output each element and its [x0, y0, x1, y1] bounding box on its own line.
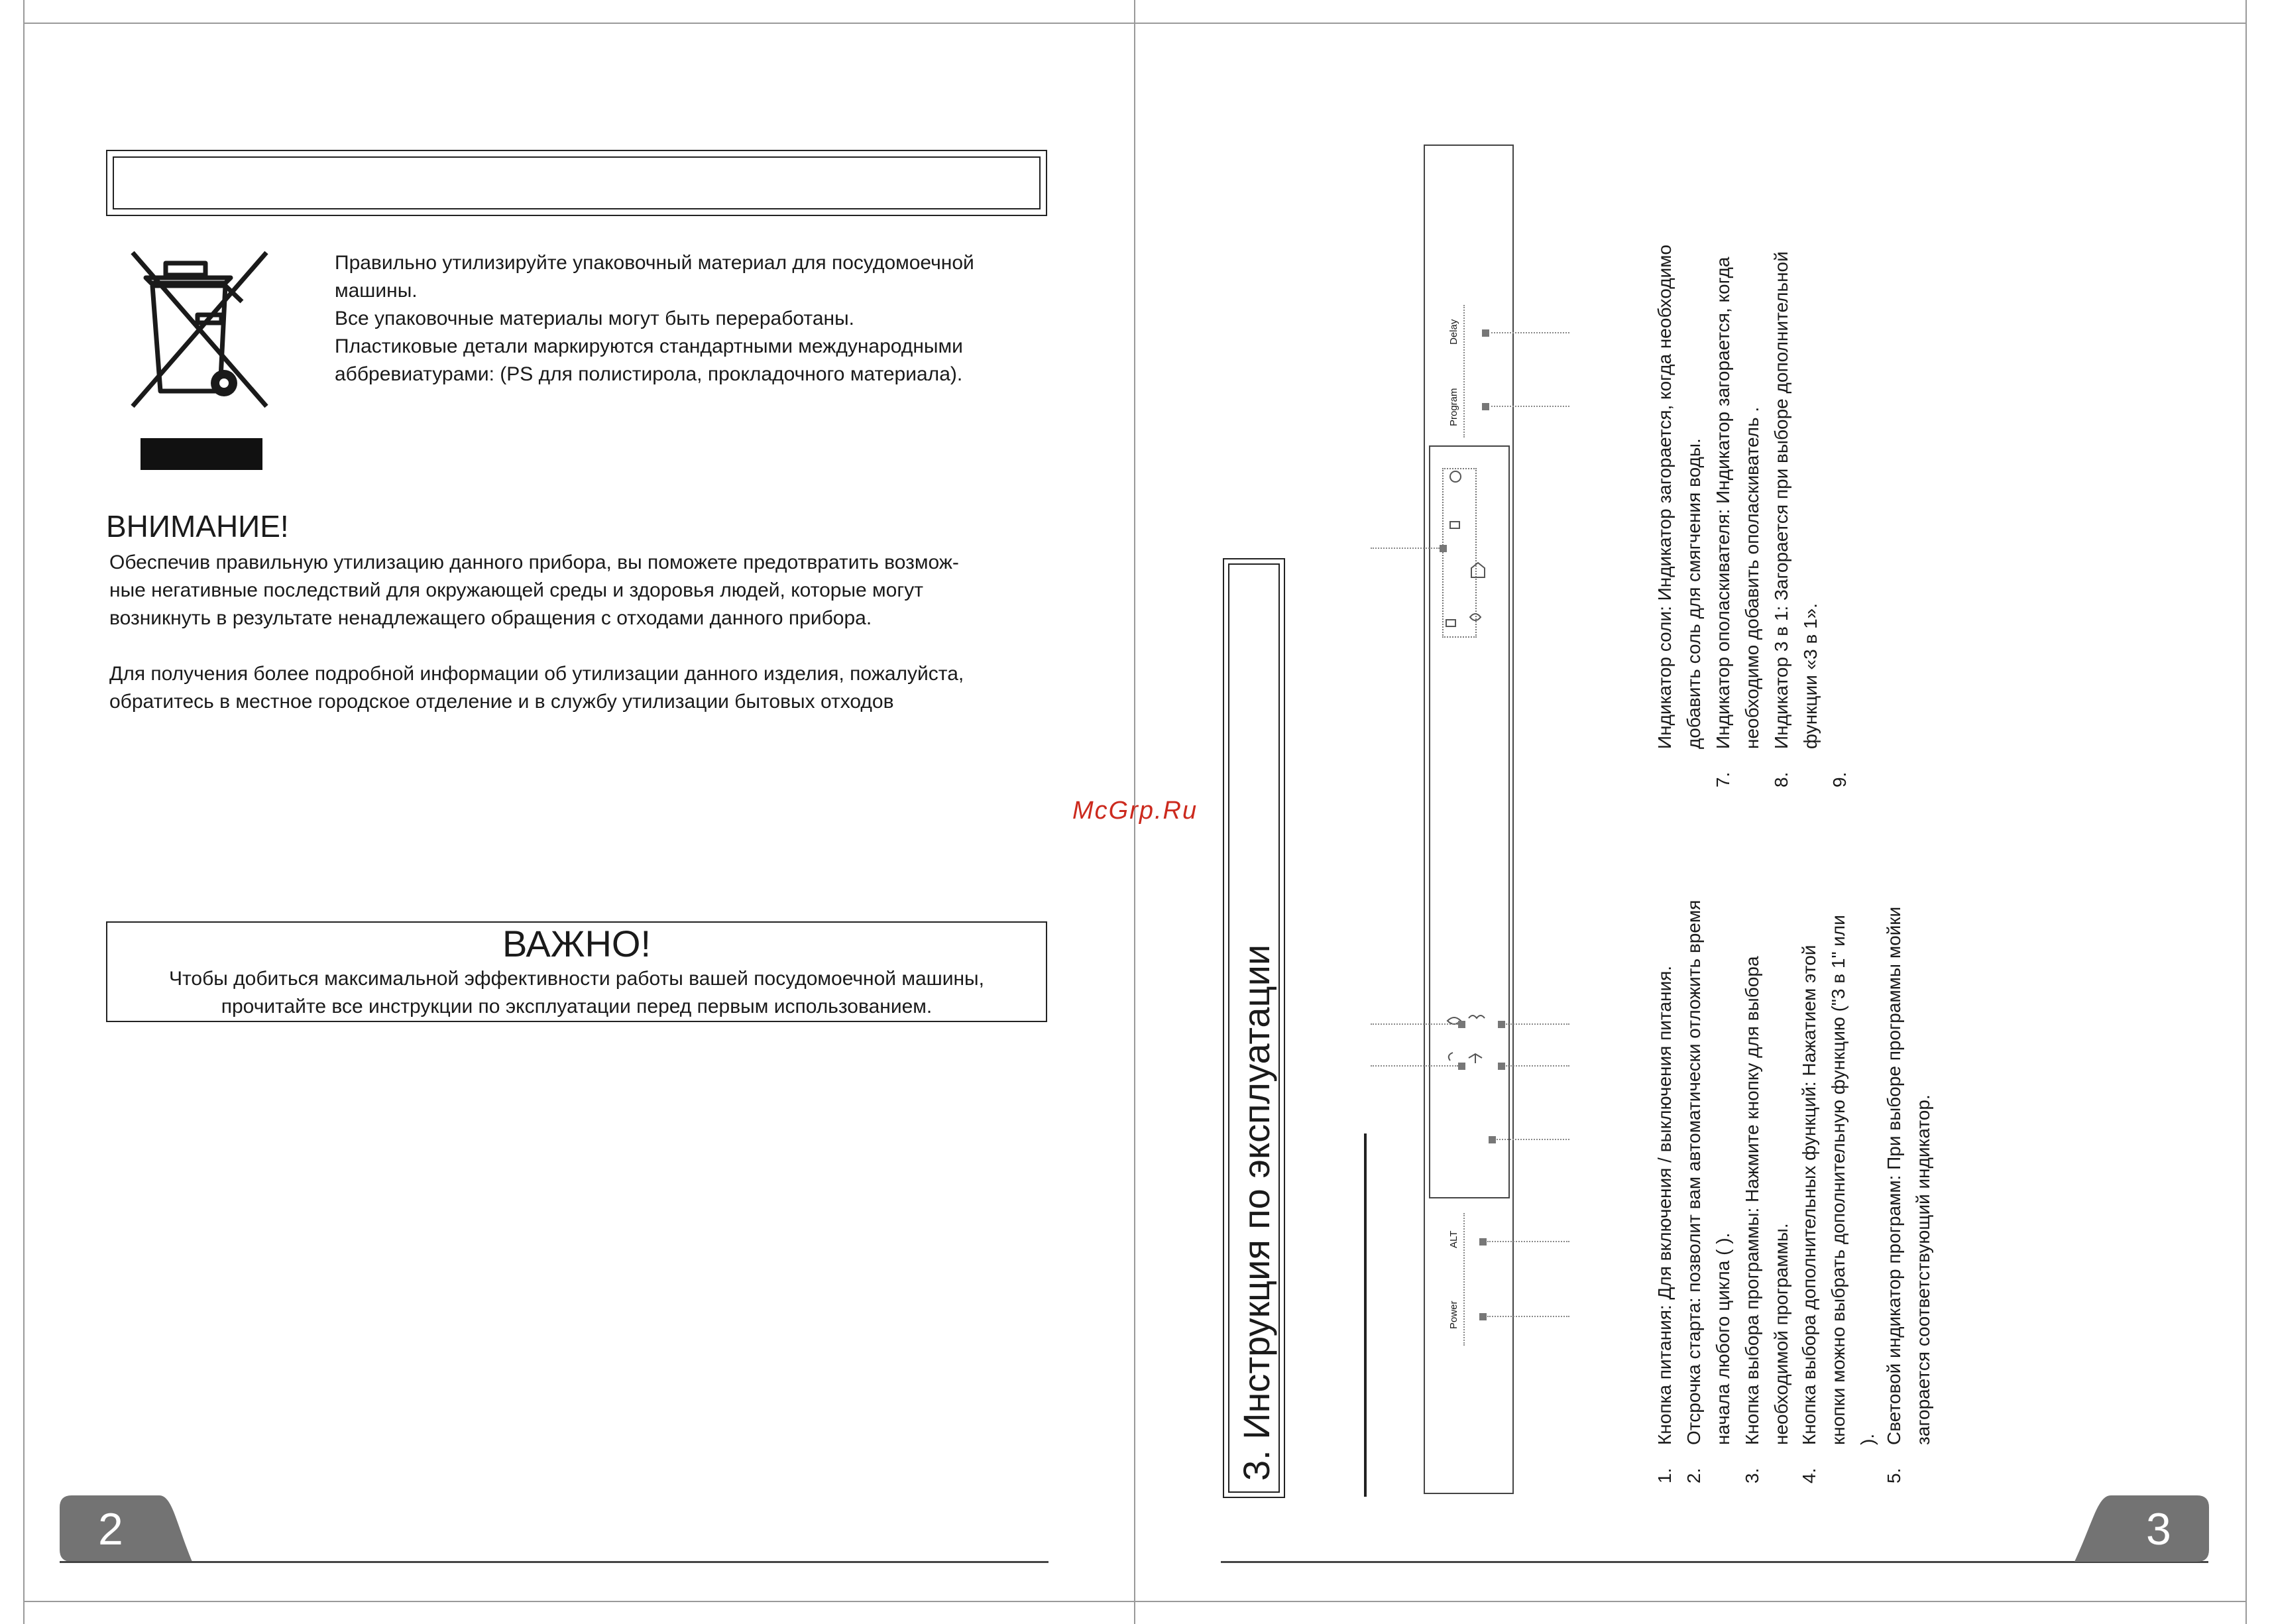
page-number-right: 3 [2146, 1504, 2171, 1554]
leader-alt [1487, 1241, 1569, 1242]
power-led [1479, 1313, 1487, 1320]
section-title: 3. Инструкция по эксплуатации [1235, 944, 1277, 1481]
important-heading: ВАЖНО! [502, 923, 652, 964]
leader-prog-left-2 [1371, 1065, 1458, 1067]
left-crop-line [23, 0, 25, 1624]
footer-rule-right [1221, 1561, 2208, 1563]
page-tab-right [2074, 1495, 2209, 1563]
leader-prog-right-2 [1506, 1065, 1569, 1067]
program-led-4 [1498, 1063, 1505, 1070]
button-guides-bottom [1463, 1213, 1465, 1346]
salt-rinse-3in1-icons [1438, 467, 1501, 633]
indicator-led [1440, 545, 1447, 552]
right-crop-line [2245, 0, 2247, 1624]
program-led-2 [1498, 1021, 1505, 1028]
crossed-bin-icon [126, 249, 275, 474]
leader-display [1497, 1139, 1569, 1140]
display-led [1489, 1136, 1496, 1143]
footer-rule-left [60, 1561, 1049, 1563]
important-line-1: Чтобы добиться максимальной эффективности работы вашей посудомоечной машины, [169, 968, 984, 990]
empty-header-frame [106, 150, 1047, 216]
power-label: Power [1448, 1301, 1459, 1329]
leader-program [1491, 406, 1569, 407]
program-led [1482, 403, 1489, 410]
page-number-left: 2 [98, 1504, 123, 1554]
leader-delay [1491, 332, 1569, 333]
warning-heading: ВНИМАНИЕ! [106, 509, 289, 544]
delay-led [1482, 329, 1489, 337]
page-tab-left [60, 1495, 192, 1563]
important-line-2: прочитайте все инструкции по эксплуатации перед первым использованием. [221, 996, 933, 1017]
program-label: Program [1448, 388, 1459, 426]
leader-power [1487, 1316, 1569, 1317]
watermark: McGrp.Ru [1072, 797, 1198, 825]
leader-indicators [1371, 548, 1440, 549]
title-accent-rule [1364, 1133, 1367, 1497]
program-led-3 [1458, 1063, 1465, 1070]
control-panel-diagram [1424, 145, 1514, 1494]
disposal-paragraph: Правильно утилизируйте упаковочный материал для посудомоечной машины. Все упаковочные материалы могут быть переработаны. Пластиковые детали маркируются стандартными международными аббревиатурами: (PS для полистирола, прокладочного материала). [335, 252, 974, 385]
important-box [106, 921, 1047, 1022]
leader-prog-right-1 [1506, 1023, 1569, 1025]
section-title-box [1223, 558, 1285, 1498]
program-led-1 [1458, 1021, 1465, 1028]
button-guides-top [1463, 305, 1465, 437]
program-icons [1438, 1008, 1501, 1080]
alt-label: ALT [1448, 1230, 1459, 1248]
leader-prog-left-1 [1371, 1023, 1458, 1025]
warning-paragraph: Обеспечив правильную утилизацию данного прибора, вы поможете предотвратить возмож- ные негативные последствий для окружающей среды и здоровья людей, которые могут возникнуть в результате ненадлежащего обращения с отходами данного прибора. [109, 551, 959, 629]
info-paragraph: Для получения более подробной информации об утилизации данного изделия, пожалуйста, обратитесь в местное городское отделение и в службу утилизации бытовых отходов [109, 663, 964, 713]
delay-label: Delay [1448, 319, 1459, 345]
alt-led [1479, 1238, 1487, 1246]
